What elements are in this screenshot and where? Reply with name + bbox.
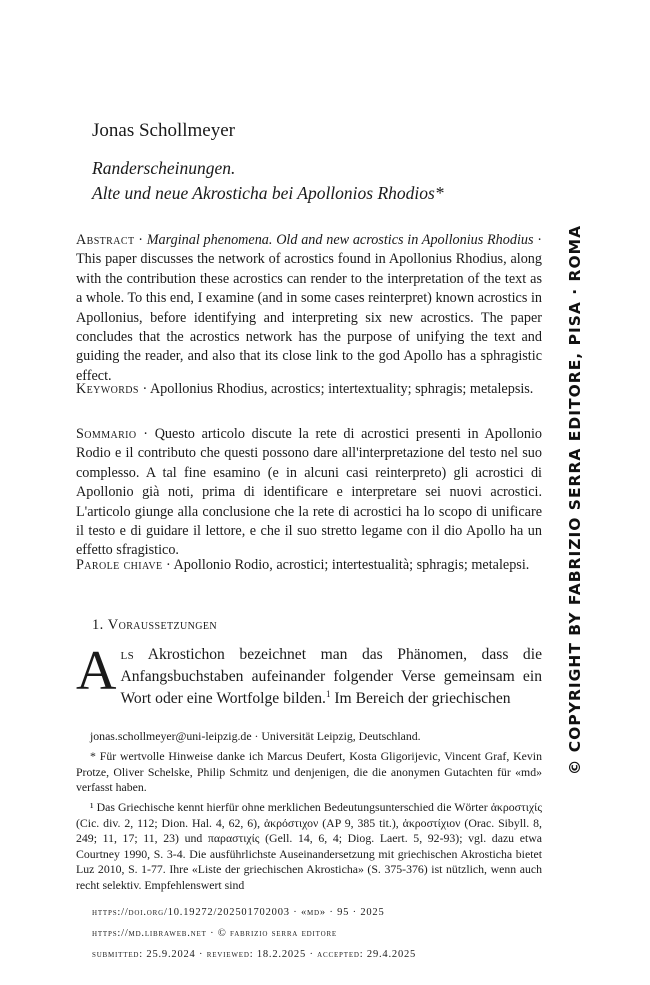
first-word-rest: ls — [120, 646, 135, 663]
keywords: Keywords · Apollonius Rhodius, acrostics; intertextuality; sphragis; metalepsis. — [76, 381, 534, 397]
body-text: Akrostichon bezeichnet man das Phänomen, dass die Anfangsbuchstaben aufeinander folgender Verse gemeinsam ein Wort oder eine Wortfolge bilden. — [120, 646, 542, 707]
keywords-text: Apollonius Rhodius, acrostics; intertextuality; sphragis; metalepsis. — [149, 381, 534, 397]
abstract-text: · This paper discusses the network of acrostics found in Apollonius Rhodius, along with the contribution these acrostics can render to the interpretation of the text as a whole. To this end, I examine (and in some cases reinterpret) known acrostics in Apollonius, before identifying and interpreting six new acrostics. The paper concludes that the acrostics network has the purpose of unifying the text and guiding the reader, and also that its close link to the god Apollo has a sphragistic effect. — [76, 232, 543, 384]
footnote-ref-1[interactable]: 1 — [325, 688, 331, 699]
parole-chiave: Parole chiave · Apollonio Rodio, acrostici; intertestualità; sphragis; metalepsi. — [76, 557, 530, 573]
site-line[interactable]: https://md.libraweb.net · © fabrizio serra editore — [92, 928, 338, 939]
section-number: 1. — [92, 617, 104, 633]
sommario: Sommario · Questo articolo discute la rete di acrostici presenti in Apollonio Rodio e il contributo che questi possono dare all'interpretazione del testo nel suo complesso. A tal fine esamino (e in alcuni casi reinterpreto) gli acrostici di Apollonio già noti, prima di identificare e interpretare sei nuovi acrostici. L'articolo giunge alla conclusione che la rete di acrostici ha lo scopo di unificare il testo e di guidare il lettore, e che il suo stretto legame con il dio Apollo ha un effetto sfragistico. — [76, 426, 542, 559]
section-heading — [92, 617, 217, 634]
drop-cap: A — [76, 640, 117, 702]
doi-line[interactable]: https://doi.org/10.19272/202501702003 · «md» · 95 · 2025 — [92, 907, 385, 918]
section-title: Voraussetzungen — [107, 617, 217, 633]
footnote-email: jonas.schollmeyer@uni-leipzig.de · Universität Leipzig, Deutschland. — [90, 729, 421, 743]
footnote-1: ¹ Das Griechische kennt hierfür ohne merklichen Bedeutungsunterschied die Wörter ἀκροστιχίς (Cic. div. 2, 112; Dion. Hal. 4, 62, 6), ἀκρόστιχον (AP 9, 385 tit.), ἀκροστίχιον (Orac. Sibyll. 8, 249; 11, 17; 11, 23) und παραστιχίς (Gell. 14, 6, 4; Diog. Laert. 5, 92-93); vgl. dazu etwa Courtney 1990, S. 3-4. Die ausführlichste Auseinandersetzung mit griechischen Akrosticha bietet Luz 2010, S. 1-77. Ihre «Liste der griechischen Akrosticha» (S. 375-376) ist nützlich, wenn auch recht selektiv. Empfehlenswert sind — [76, 800, 542, 892]
author-name: Jonas Schollmeyer — [92, 120, 236, 141]
parole-label: Parole chiave — [76, 557, 163, 573]
footnote-star: * Für wertvolle Hinweise danke ich Marcus Deufert, Kosta Gligorijevic, Vincent Graf, Kevin Protze, Oliver Schelske, Philip Schmitz und denjenigen, die die anonymen Gutachten für «md» verfasst haben. — [76, 749, 542, 795]
abstract-label: Abstract — [76, 232, 135, 248]
parole-text: Apollonio Rodio, acrostici; intertestualità; sphragis; metalepsi. — [173, 557, 530, 573]
sommario-text: Questo articolo discute la rete di acrostici presenti in Apollonio Rodio e il contributo che questi possono dare all'interpretazione del testo nel suo complesso. A tal fine esamino (e in alcuni casi reinterpreto) gli acrostici di Apollonio già noti, prima di identificare e interpretare sei nuovi acrostici. L'articolo giunge alla conclusione che la rete di acrostici ha lo scopo di unificare il testo e di guidare il lettore, e che il suo stretto legame con il dio Apollo ha un effetto sfragistico. — [76, 426, 542, 559]
article-subtitle: Alte und neue Akrosticha bei Apollonios Rhodios* — [92, 183, 444, 203]
abstract: Abstract · Marginal phenomena. Old and new acrostics in Apollonius Rhodius · This paper discusses the network of acrostics found in Apollonius Rhodius, along with the contribution these acrostics can render to the interpretation of the text as a whole. To this end, I examine (and in some cases reinterpret) known acrostics in Apollonius, before identifying and interpreting six new acrostics. The paper concludes that the acrostics network has the purpose of unifying the text and guiding the reader, and also that its close link to the god Apollo has a sphragistic effect. — [76, 232, 543, 384]
copyright-text: © COPYRIGHT BY FABRIZIO SERRA EDITORE, PISA · ROMA — [566, 224, 584, 776]
body-paragraph — [76, 640, 542, 710]
copyright-sidebar — [560, 220, 590, 780]
dates-line: submitted: 25.9.2024 · reviewed: 18.2.2025 · accepted: 29.4.2025 — [92, 949, 417, 960]
article-title: Randerscheinungen. — [92, 158, 236, 178]
sommario-label: Sommario — [76, 426, 137, 442]
keywords-label: Keywords — [76, 381, 139, 397]
abstract-title: Marginal phenomena. Old and new acrostics in Apollonius Rhodius — [146, 232, 534, 248]
body-text-continued: Im Bereich der griechischen — [334, 690, 511, 707]
